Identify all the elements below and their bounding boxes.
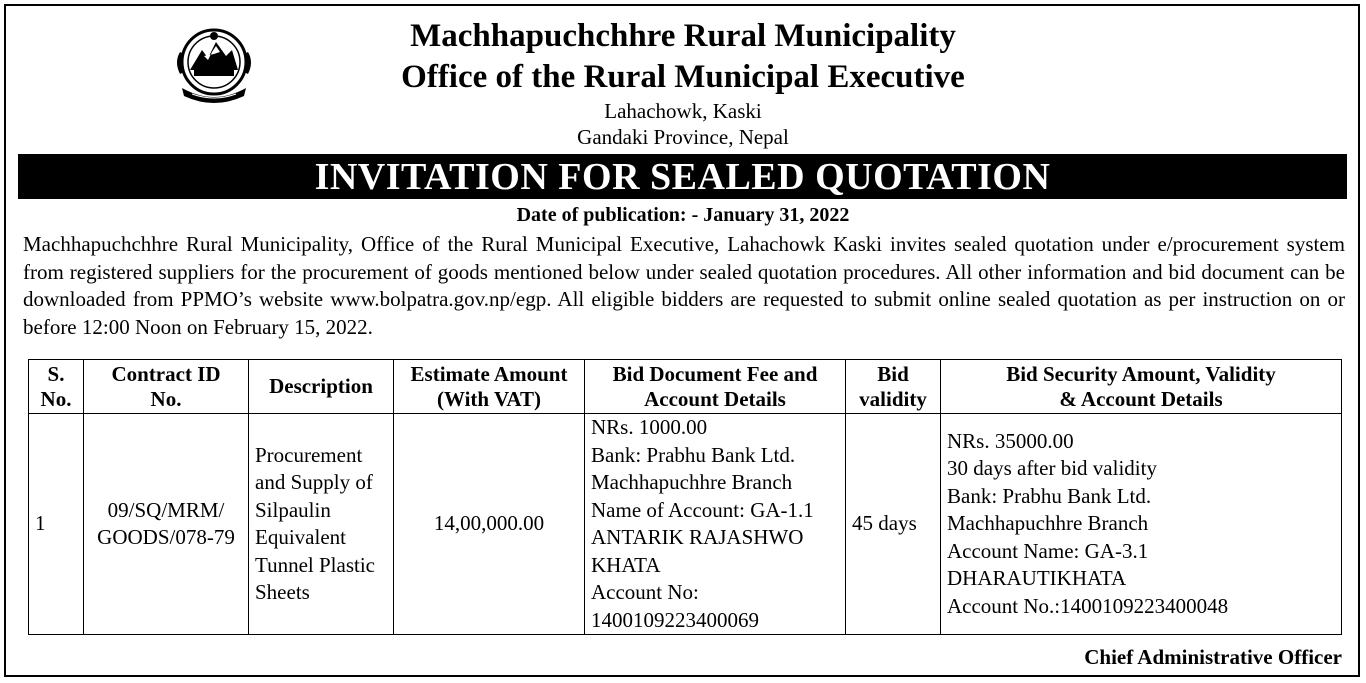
header-estimate-amount: Estimate Amount (With VAT): [394, 360, 585, 414]
cell-bid-security: NRs. 35000.00 30 days after bid validity Bank: Prabhu Bank Ltd. Machhapuchhre Branch Account Name: GA-3.1 DHARAUTIKHATA Account No.:1400109223400048: [941, 414, 1342, 635]
cell-bid-document-fee: NRs. 1000.00 Bank: Prabhu Bank Ltd. Machhapuchhre Branch Name of Account: GA-1.1 ANTARIK RAJASHWO KHATA Account No: 1400109223400069: [585, 414, 846, 635]
address-line-1: Lahachowk, Kaski: [604, 99, 762, 123]
header-contract-id: Contract ID No.: [84, 360, 249, 414]
publication-date: Date of publication: - January 31, 2022: [516, 204, 850, 226]
header-sn: S. No.: [29, 360, 84, 414]
notice-body: Machhapuchchhre Rural Municipality, Office of the Rural Municipal Executive, Lahachowk Kaski invites sealed quotation under e/procurement system from registered suppliers for the procurement of goods mentioned below under sealed quotation procedures. All other information and bid document can be downloaded from PPMO’s website www.bolpatra.gov.np/egp. All eligible bidders are requested to submit online sealed quotation as per instruction on or before 12:00 Noon on February 15, 2022.: [23, 232, 1345, 339]
notice-title-banner: INVITATION FOR SEALED QUOTATION: [18, 154, 1347, 199]
cell-bid-validity: 45 days: [846, 414, 941, 635]
procurement-table: [28, 359, 1342, 635]
office-name: Office of the Rural Municipal Executive: [401, 59, 965, 95]
cell-estimate-amount: 14,00,000.00: [394, 414, 585, 635]
municipality-name: Machhapuchchhre Rural Municipality: [410, 18, 956, 54]
header-description: Description: [249, 360, 394, 414]
header-bid-validity: Bid validity: [846, 360, 941, 414]
table-row: [29, 414, 1342, 635]
cell-contract-id: 09/SQ/MRM/ GOODS/078-79: [84, 414, 249, 635]
header-bid-security: Bid Security Amount, Validity & Account Details: [941, 360, 1342, 414]
header-bid-document-fee: Bid Document Fee and Account Details: [585, 360, 846, 414]
cell-description: Procurement and Supply of Silpaulin Equivalent Tunnel Plastic Sheets: [249, 414, 394, 635]
cell-sn: 1: [29, 414, 84, 635]
address-line-2: Gandaki Province, Nepal: [577, 125, 789, 149]
signatory-title: Chief Administrative Officer: [1084, 645, 1342, 669]
table-header-row: [29, 360, 1342, 414]
